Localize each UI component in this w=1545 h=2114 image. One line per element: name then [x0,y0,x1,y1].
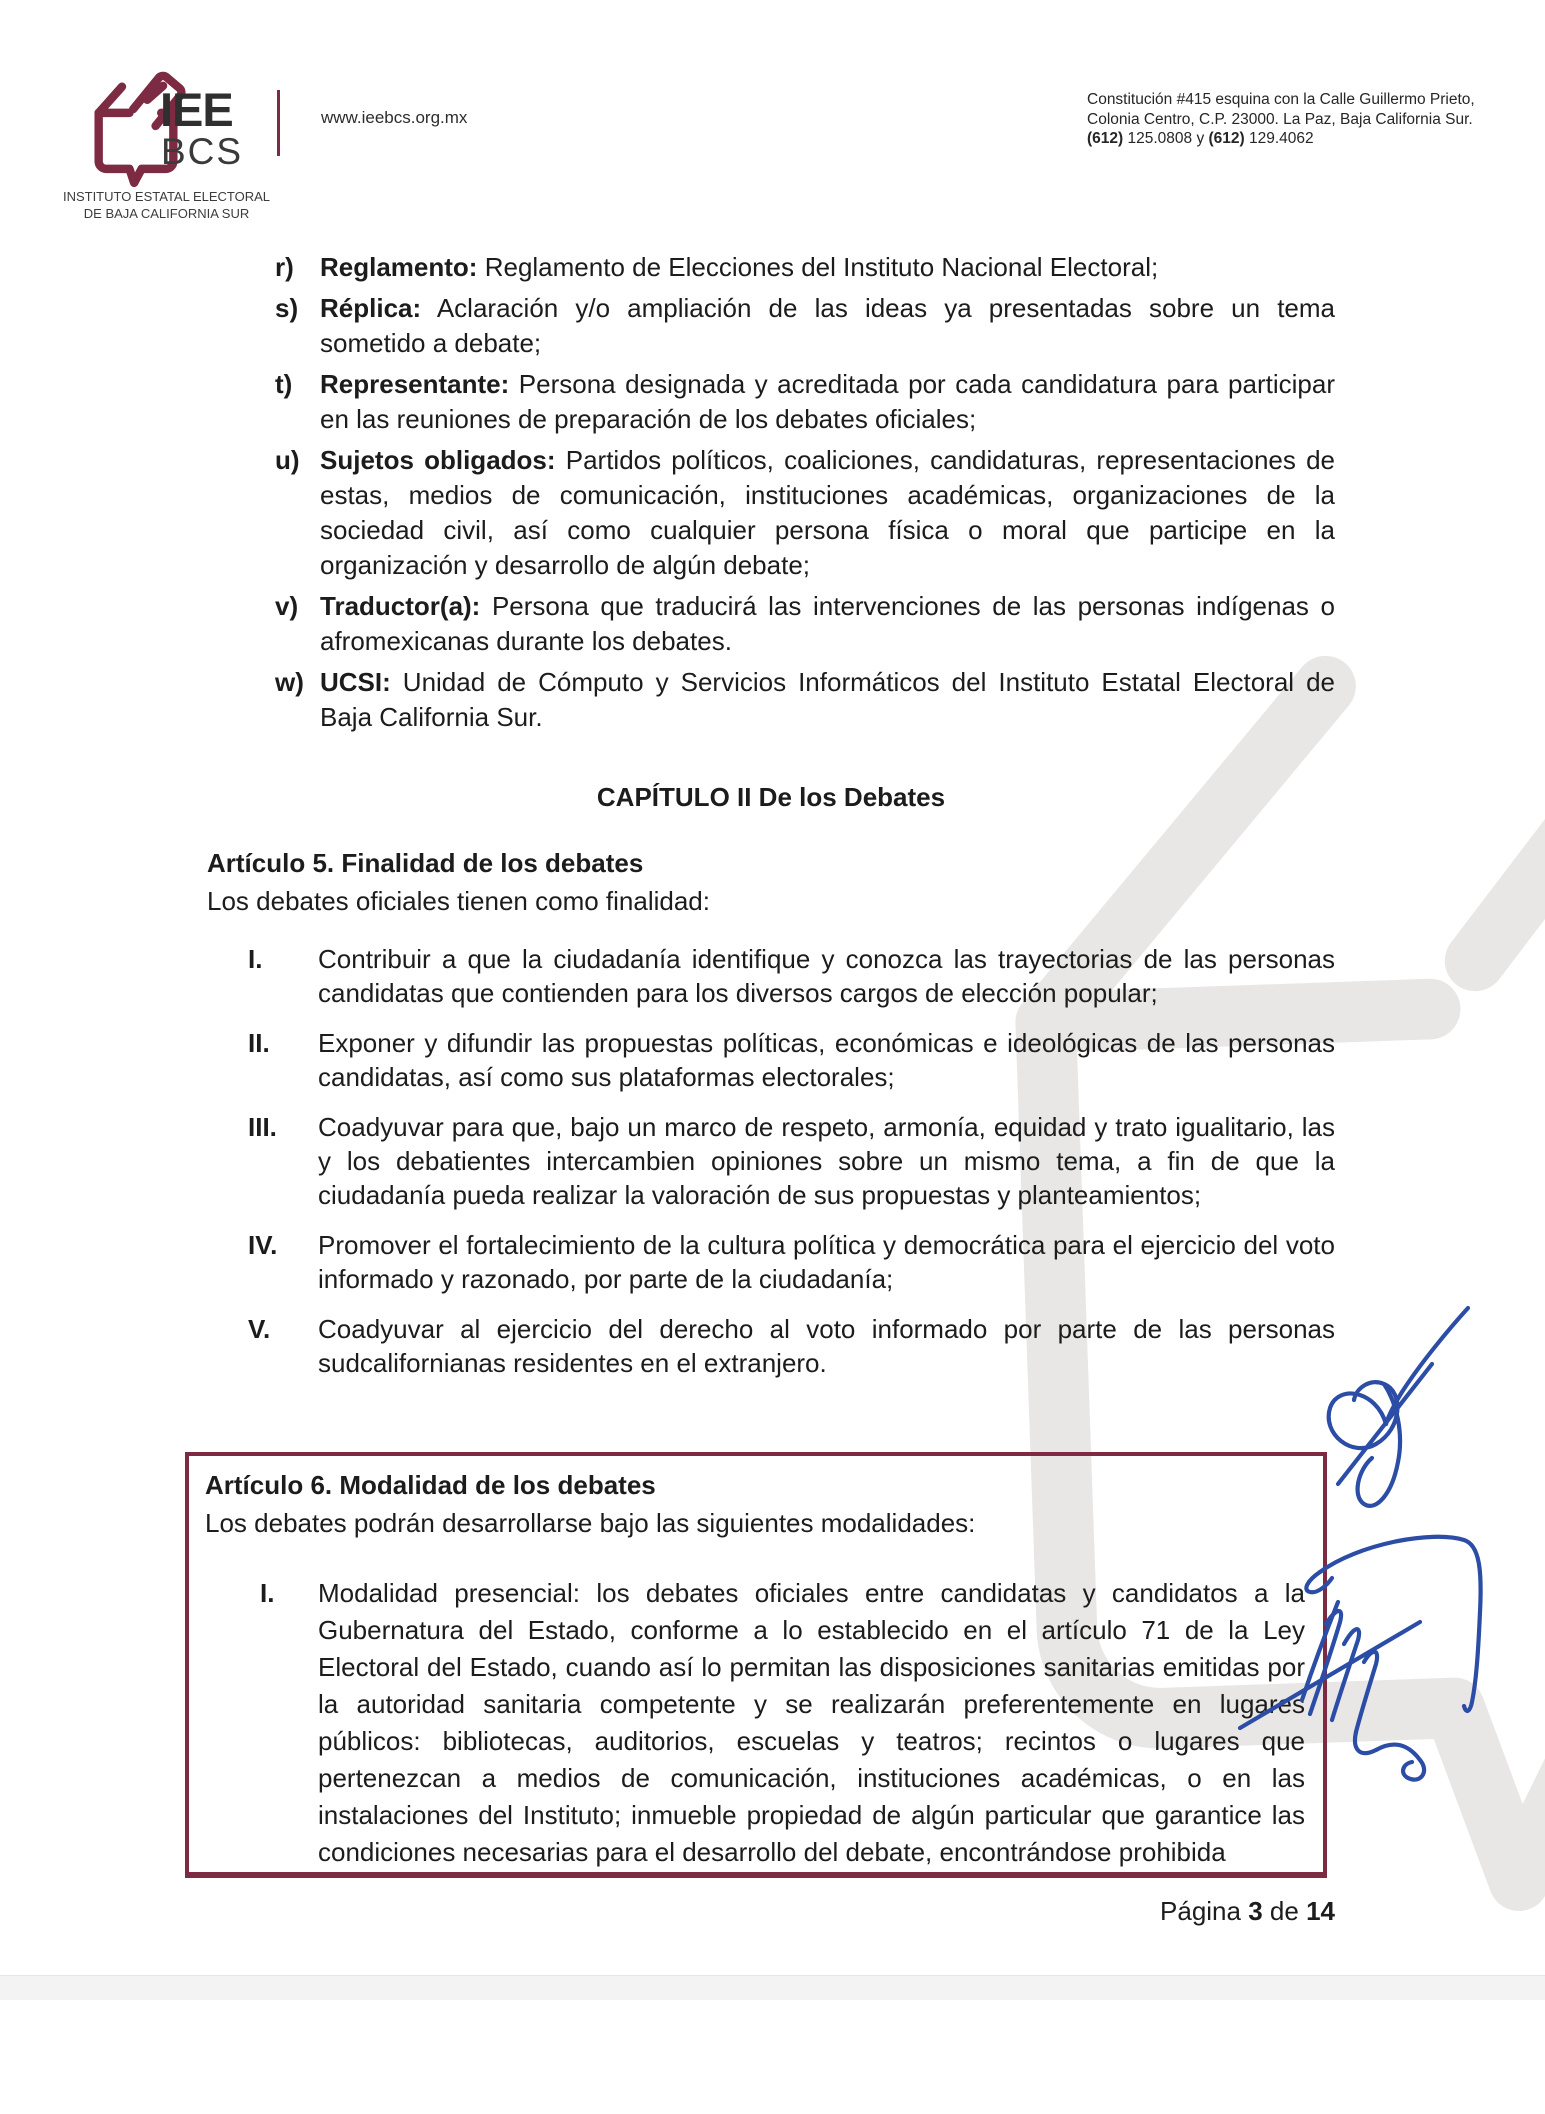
definition-item-t [275,367,1335,437]
address-phone [1087,129,1487,149]
definition-item-u [275,443,1335,583]
roman-numeral: V. [248,1314,271,1344]
definition-text: Unidad de Cómputo y Servicios Informáticos del Instituto Estatal Electoral de Baja California Sur. [320,667,1335,732]
logo-caption [44,188,289,222]
item-text: Exponer y difundir las propuestas políticas, económicas e ideológicas de las personas candidatas, así como sus plataformas electorales; [318,1028,1335,1092]
article5-item-5 [248,1312,1335,1380]
address-line2: Colonia Centro, C.P. 23000. La Paz, Baja California Sur. [1087,110,1473,128]
website-url: www.ieebcs.org.mx [321,108,468,127]
roman-numeral: I. [260,1578,275,1608]
definition-label: t) [275,369,293,399]
definition-text: Partidos políticos, coaliciones, candidaturas, representaciones de estas, medios de comunicación, instituciones académicas, organizaciones de la sociedad civil, así como cualquier persona física o moral que participe en la organización y desarrollo de algún debate; [320,445,1335,580]
item-text: Coadyuvar para que, bajo un marco de respeto, armonía, equidad y trato igualitario, las y los debatientes intercambien opiniones sobre un mismo tema, a fin de que la ciudadanía pueda realizar la valoración de sus propuestas y planteamientos; [318,1112,1335,1210]
article6-intro: Los debates podrán desarrollarse bajo las siguientes modalidades: [205,1508,976,1538]
definition-label: s) [275,293,299,323]
definition-label: v) [275,591,299,621]
logo-caption-line2: DE BAJA CALIFORNIA SUR [83,206,250,221]
page-number [207,1896,1335,1927]
article6-item-1 [260,1575,1323,1871]
definition-term: Reglamento: [320,252,478,282]
page-number-total: 14 [1306,1896,1335,1926]
definition-text: Persona que traducirá las intervenciones de las personas indígenas o afromexicanas durante los debates. [320,591,1335,656]
logo-acronym-bcs: BCS [161,131,244,172]
logo-caption-line1: INSTITUTO ESTATAL ELECTORAL [62,189,271,204]
definition-term: Traductor(a): [320,591,481,621]
article6-highlight-box [185,1452,1327,1878]
item-text: Contribuir a que la ciudadanía identifique y conozca las trayectorias de las personas candidatas que contienden para los diversos cargos de elección popular; [318,944,1335,1008]
article5-item-2 [248,1026,1335,1094]
phone-area-code-2: (612) [1208,130,1245,147]
article5-intro: Los debates oficiales tienen como finalidad: [207,886,710,916]
phone-number-1: 125.0808 y [1123,130,1209,147]
definition-text: Persona designada y acreditada por cada candidatura para participar en las reuniones de preparación de los debates oficiales; [320,369,1335,434]
article6-title: Artículo 6. Modalidad de los debates [205,1470,656,1500]
article5-item-4 [248,1228,1335,1296]
definition-item-v [275,589,1335,659]
logo-acronym-iee: IEE [160,83,233,136]
definition-text: Aclaración y/o ampliación de las ideas ya presentadas sobre un tema sometido a debate; [320,293,1335,358]
roman-numeral: III. [248,1112,277,1142]
definition-label: r) [275,252,294,282]
definition-term: Sujetos obligados: [320,445,556,475]
scan-edge-band [0,1975,1545,2000]
article5-title: Artículo 5. Finalidad de los debates [207,848,644,878]
definitions-list [275,250,1335,741]
address-line1: Constitución #415 esquina con la Calle Guillermo Prieto, [1087,91,1475,108]
definition-term: UCSI: [320,667,391,697]
definition-item-w [275,665,1335,735]
definition-term: Representante: [320,369,510,399]
roman-numeral: IV. [248,1230,278,1260]
item-text: Coadyuvar al ejercicio del derecho al voto informado por parte de las personas sudcalifornianas residentes en el extranjero. [318,1314,1335,1378]
item-text: Promover el fortalecimiento de la cultura política y democrática para el ejercicio del voto informado y razonado, por parte de la ciudadanía; [318,1230,1335,1294]
header-divider [277,90,280,156]
page-number-middle: de [1269,1896,1299,1926]
definition-label: w) [275,667,304,697]
page-number-prefix: Página [1160,1896,1241,1926]
header-address [1087,90,1487,149]
article5-item-3 [248,1110,1335,1212]
roman-numeral: II. [248,1028,270,1058]
phone-number-2: 129.4062 [1244,130,1314,147]
phone-area-code-1: (612) [1087,130,1124,147]
article5-item-1 [248,942,1335,1010]
definition-term: Réplica: [320,293,422,323]
definition-text: Reglamento de Elecciones del Instituto Nacional Electoral; [484,252,1159,282]
definition-item-r [275,250,1335,285]
chapter-heading: CAPÍTULO II De los Debates [596,782,946,812]
roman-numeral: I. [248,944,263,974]
article5-items-list [248,942,1335,1396]
item-text: Modalidad presencial: los debates oficiales entre candidatas y candidatos a la Gubernatura del Estado, conforme a lo establecido en el artículo 71 de la Ley Electoral del Estado, cuando así lo permitan las disposiciones sanitarias emitidas por la autoridad sanitaria competente y se realizarán preferentemente en lugares públicos: bibliotecas, auditorios, escuelas y teatros; recintos o lugares que pertenezcan a medios de comunicación, instituciones académicas, o en las instalaciones del Instituto; inmueble propiedad de algún particular que garantice las condiciones necesarias para el desarrollo del debate, encontrándose prohibida [318,1578,1305,1867]
definition-label: u) [275,445,300,475]
page-number-current: 3 [1248,1896,1263,1926]
definition-item-s [275,291,1335,361]
